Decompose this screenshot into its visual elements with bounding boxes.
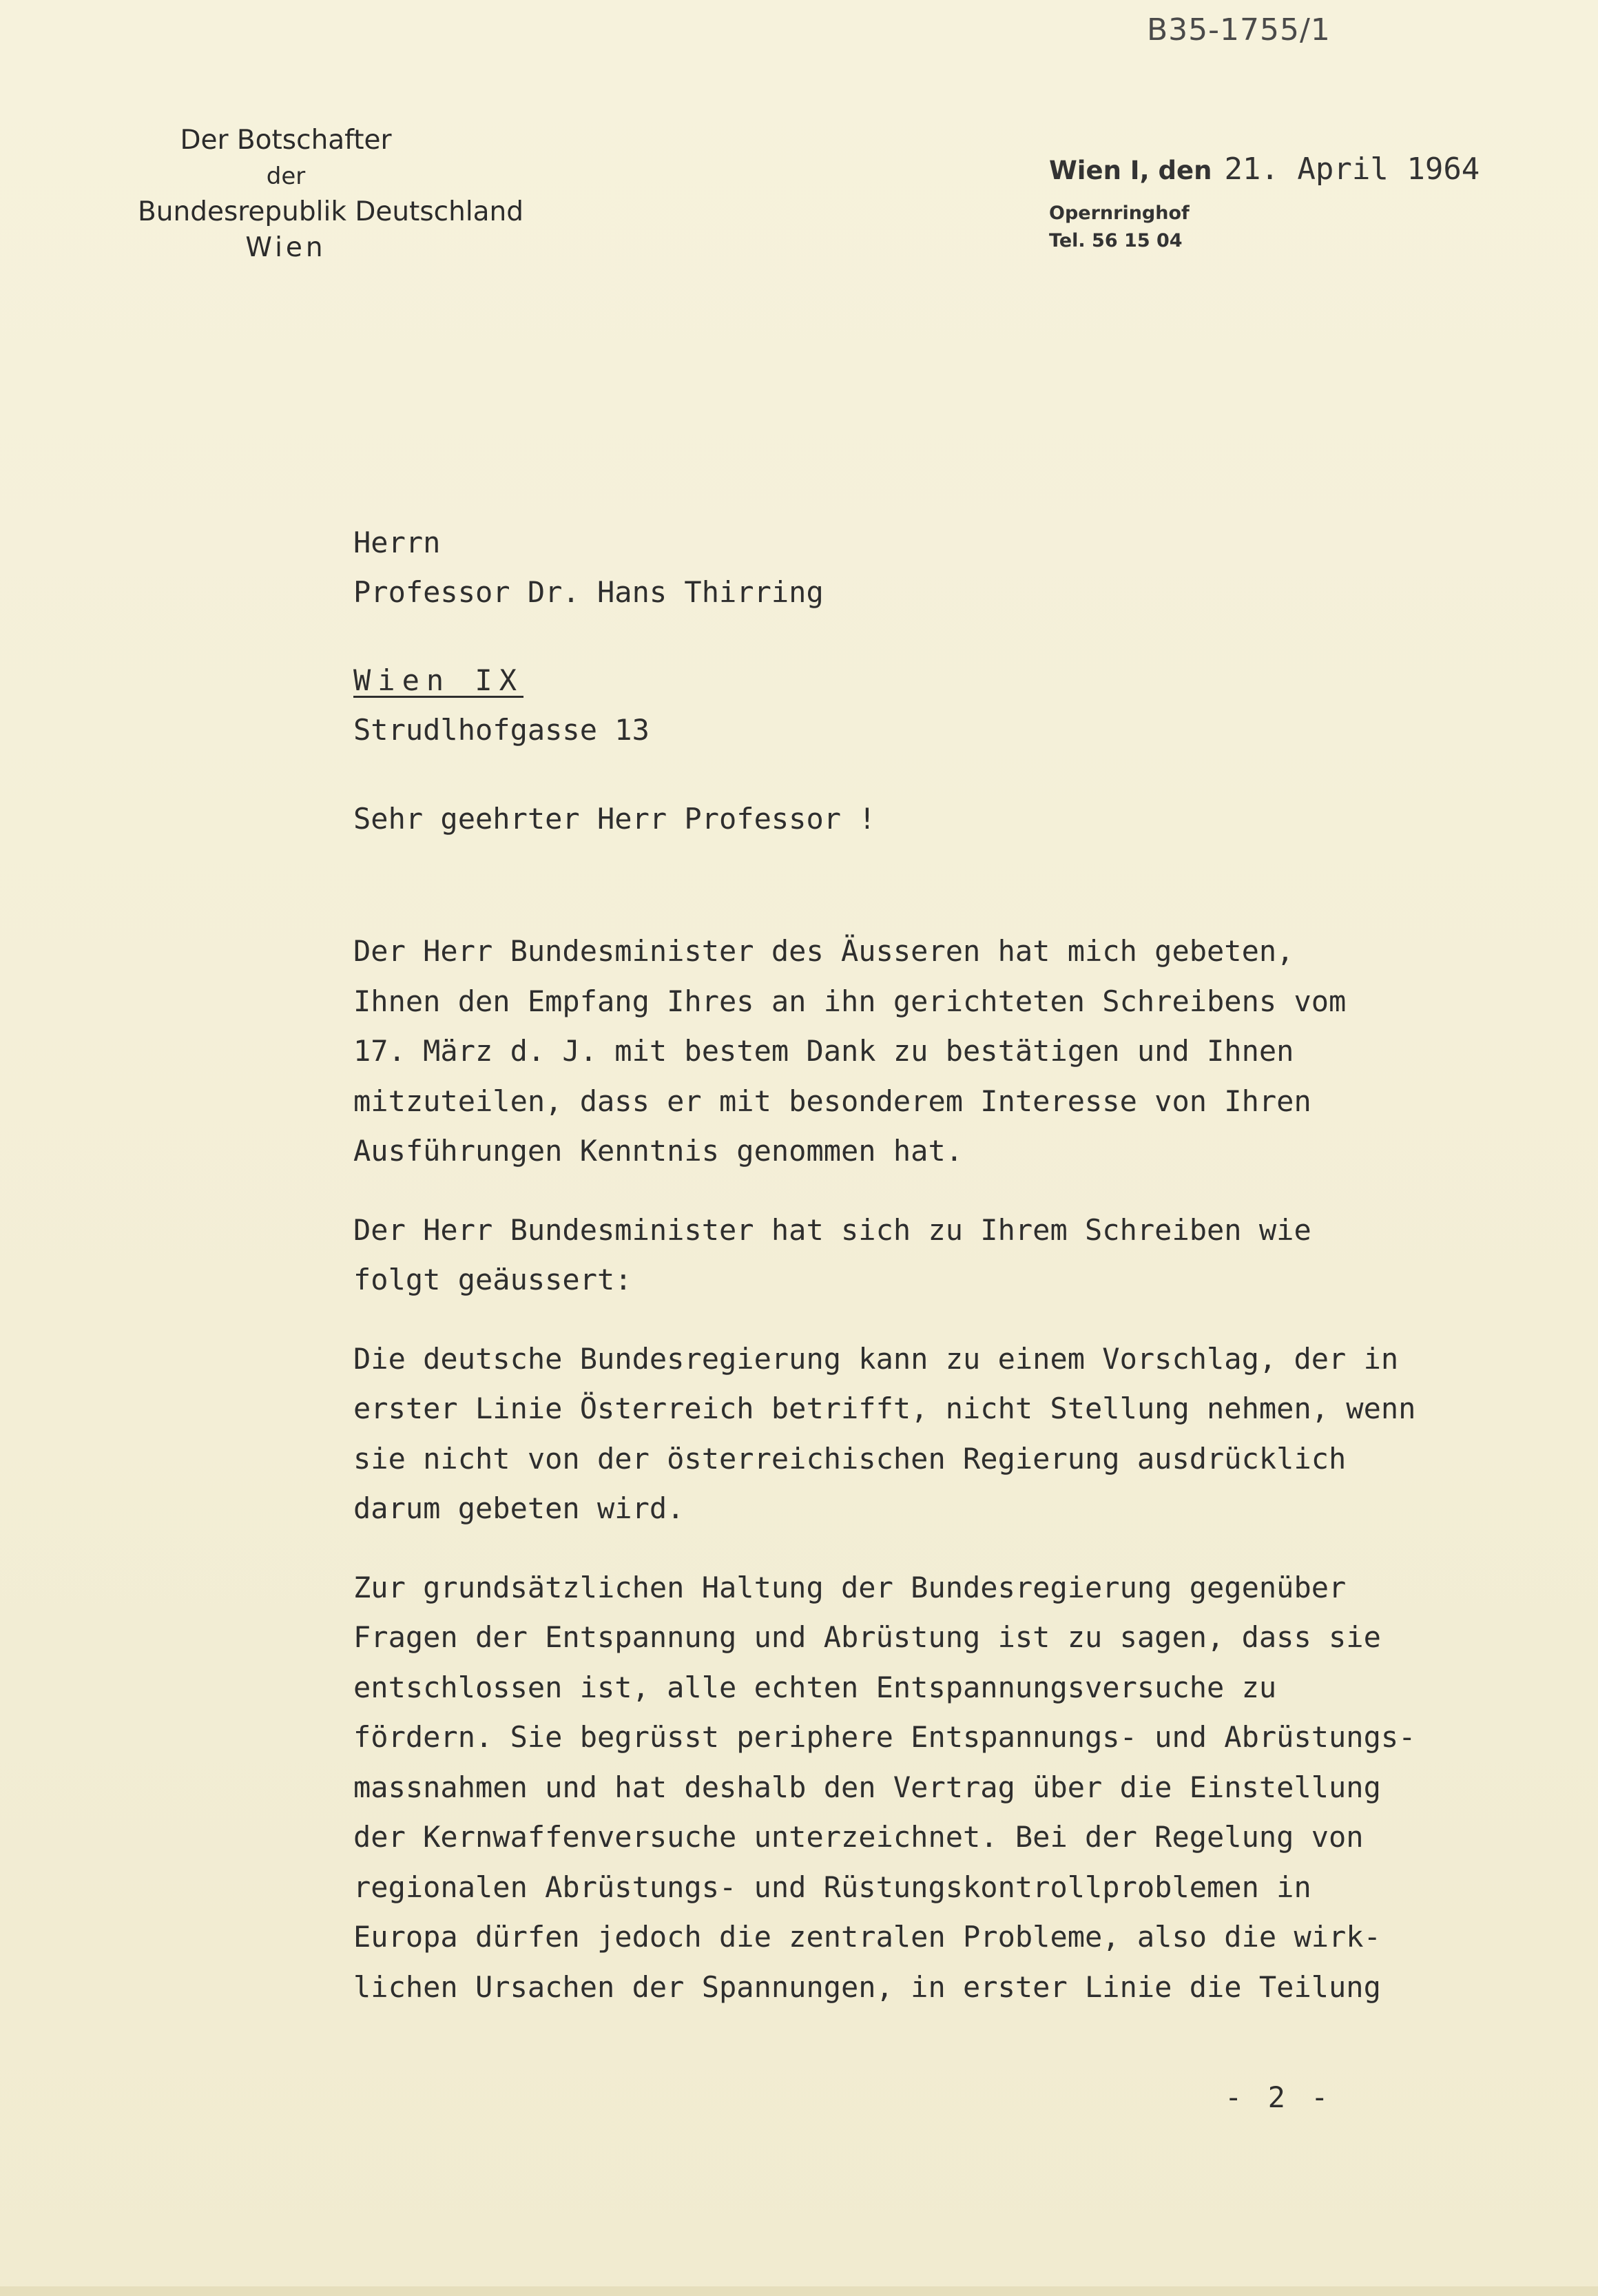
body-line: Ausführungen Kenntnis genommen hat.: [353, 1134, 964, 1168]
body-line: Ihnen den Empfang Ihres an ihn gerichteten Schreibens vom: [353, 984, 1347, 1018]
recipient-title: Herrn: [353, 526, 441, 559]
dateline-date: 21. April 1964: [1224, 152, 1480, 187]
letterhead: [138, 123, 524, 266]
office-info: [1049, 200, 1190, 255]
archive-reference-mark: B35-1755/1: [1147, 12, 1331, 48]
paper-edge: [0, 2286, 1598, 2296]
letterhead-der: der: [266, 163, 306, 190]
body-line: mitzuteilen, dass er mit besonderem Interesse von Ihren: [353, 1084, 1311, 1118]
body-line: darum gebeten wird.: [353, 1491, 685, 1525]
office-building: Opernringhof: [1049, 203, 1190, 224]
recipient-city: Wien IX: [353, 663, 524, 697]
letterhead-city: Wien: [245, 232, 326, 263]
letter-body: [353, 927, 1566, 2012]
body-line: Europa dürfen jedoch die zentralen Probleme, also die wirk-: [353, 1920, 1381, 1954]
salutation: Sehr geehrter Herr Professor !: [353, 802, 876, 836]
body-line: folgt geäussert:: [353, 1263, 632, 1296]
body-line: 17. März d. J. mit bestem Dank zu bestätigen und Ihnen: [353, 1034, 1294, 1068]
body-line: Fragen der Entspannung und Abrüstung ist zu sagen, dass sie: [353, 1620, 1381, 1654]
letterhead-title: Der Botschafter: [180, 125, 392, 156]
body-line: Die deutsche Bundesregierung kann zu einem Vorschlag, der in: [353, 1341, 1399, 1376]
body-line: lichen Ursachen der Spannungen, in erster Linie die Teilung: [353, 1969, 1381, 2004]
body-line: Zur grundsätzlichen Haltung der Bundesregierung gegenüber: [353, 1570, 1347, 1604]
body-line: fördern. Sie begrüsst periphere Entspannungs- und Abrüstungs-: [353, 1720, 1416, 1754]
paragraph-minister-statement: [353, 1206, 1566, 1305]
body-line: regionalen Abrüstungs- und Rüstungskontrollproblemen in: [353, 1870, 1311, 1904]
recipient-name: Professor Dr. Hans Thirring: [353, 575, 824, 609]
recipient-street: Strudlhofgasse 13: [353, 713, 650, 747]
paragraph-disarmament: [353, 1563, 1566, 2013]
body-line: der Kernwaffenversuche unterzeichnet. Bei der Regelung von: [353, 1820, 1364, 1854]
dateline-place: Wien I, den: [1049, 156, 1212, 185]
recipient-address: [353, 518, 824, 755]
body-line: massnahmen und hat deshalb den Vertrag über die Einstellung: [353, 1770, 1381, 1804]
dateline: [1049, 152, 1480, 187]
paragraph-government-position: [353, 1334, 1566, 1534]
body-line: Der Herr Bundesminister des Äusseren hat mich gebeten,: [353, 934, 1294, 968]
body-line: erster Linie Österreich betrifft, nicht Stellung nehmen, wenn: [353, 1392, 1416, 1425]
office-phone: Tel. 56 15 04: [1049, 230, 1183, 251]
body-line: Der Herr Bundesminister hat sich zu Ihrem Schreiben wie: [353, 1212, 1311, 1247]
letterhead-country: Bundesrepublik Deutschland: [138, 196, 524, 227]
body-line: sie nicht von der österreichischen Regierung ausdrücklich: [353, 1441, 1347, 1476]
body-line: entschlossen ist, alle echten Entspannungsversuche zu: [353, 1670, 1277, 1704]
paragraph-acknowledgement: [353, 927, 1566, 1177]
page-number: - 2 -: [1225, 2080, 1333, 2114]
